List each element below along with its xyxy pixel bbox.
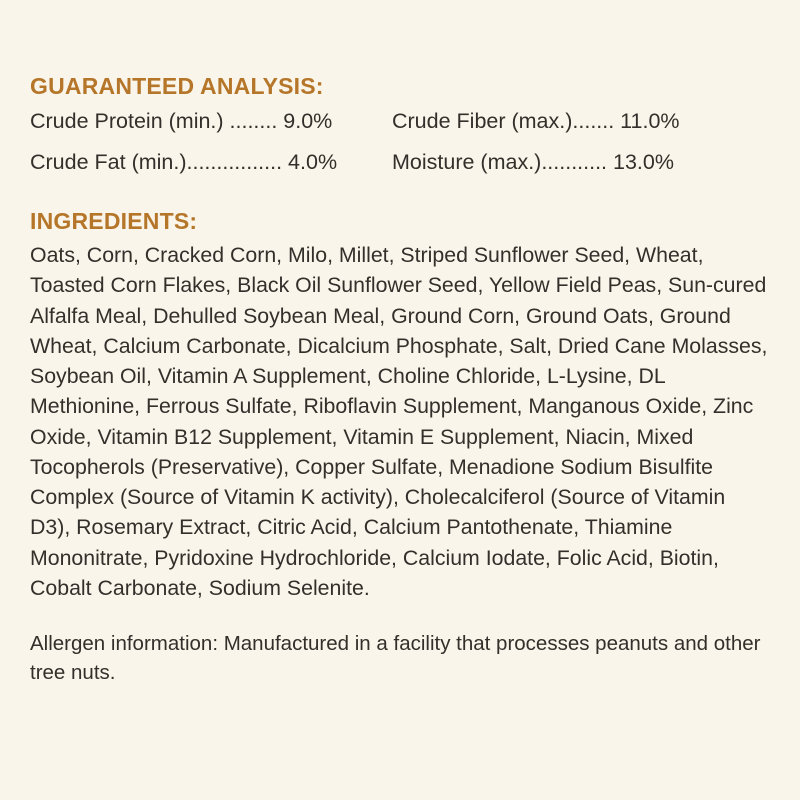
guaranteed-analysis-cell: Crude Protein (min.) ........ 9.0%: [30, 109, 333, 134]
guaranteed-analysis-cell: Crude Fat (min.)................ 4.0%: [30, 149, 338, 174]
ingredients-list-text: Oats, Corn, Cracked Corn, Milo, Millet, Striped Sunflower Seed, Wheat, Toasted Corn Flakes, Black Oil Sunflower Seed, Yellow Field Peas, Sun-cured Alfalfa Meal, Dehulled Soybean Meal, Ground Corn, Ground Oats, Ground Wheat, Calcium Carbonate, Dicalcium Phosphate, Salt, Dried Cane Molasses, Soybean Oil, Vitamin A Supplement, Choline Chloride, L-Lysine, DL Methionine, Ferrous Sulfate, Riboflavin Supplement, Manganous Oxide, Zinc Oxide, Vitamin B12 Supplement, Vitamin E Supplement, Niacin, Mixed Tocopherols (Preservative), Copper Sulfate, Menadione Sodium Bisulfite Complex (Source of Vitamin K activity), Cholecalciferol (Source of Vitamin D3), Rosemary Extract, Citric Acid, Calcium Pantothenate, Thiamine Mononitrate, Pyridoxine Hydrochloride, Calcium Iodate, Folic Acid, Biotin, Cobalt Carbonate, Sodium Selenite.: [30, 243, 768, 600]
allergen-information-text: Allergen information: Manufactured in a facility that processes peanuts and other tree nuts.: [30, 632, 761, 685]
spacer-cell: [30, 139, 392, 146]
table-row-spacer: [30, 139, 770, 146]
guaranteed-analysis-heading: GUARANTEED ANALYSIS:: [30, 73, 324, 99]
guaranteed-analysis-cell: Crude Fiber (max.)....... 11.0%: [392, 109, 680, 134]
spacer-cell: [392, 139, 770, 146]
guaranteed-analysis-table: [30, 105, 770, 179]
guaranteed-analysis-section: [30, 74, 770, 179]
ingredients-section: [30, 209, 770, 603]
ingredients-heading: INGREDIENTS:: [30, 207, 198, 234]
table-row: [30, 146, 770, 179]
guaranteed-analysis-cell: Moisture (max.)........... 13.0%: [392, 149, 674, 174]
table-row: [30, 105, 770, 138]
